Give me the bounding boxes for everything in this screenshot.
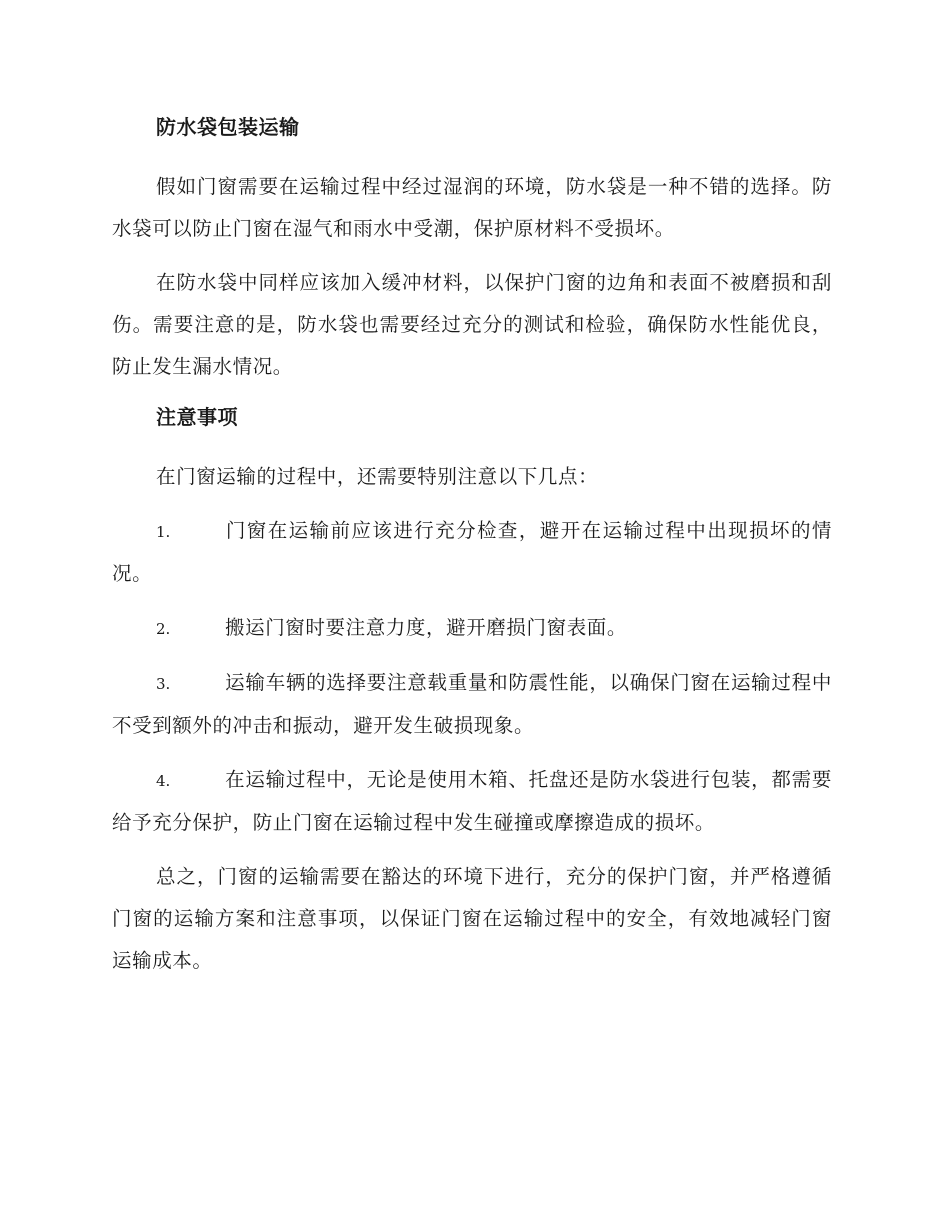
list-item-number: 4. (156, 772, 171, 790)
section-heading-precautions: 注意事项 (156, 405, 238, 429)
section-heading-waterproof-bag: 防水袋包装运输 (156, 115, 300, 139)
list-item-number: 1. (156, 523, 171, 541)
list-item (112, 510, 832, 595)
conclusion-paragraph: 总之，门窗的运输需要在豁达的环境下进行，充分的保护门窗，并严格遵循门窗的运输方案和注意事项，以保证门窗在运输过程中的安全，有效地减轻门窗运输成本。 (112, 865, 832, 972)
list-item-text: 搬运门窗时要注意力度，避开磨损门窗表面。 (225, 616, 628, 639)
list-item-text: 门窗在运输前应该进行充分检查，避开在运输过程中出现损坏的情况。 (112, 519, 832, 585)
list-item-number: 3. (156, 675, 171, 693)
list-item-text: 在运输过程中，无论是使用木箱、托盘还是防水袋进行包装，都需要给予充分保护，防止门窗在运输过程中发生碰撞或摩擦造成的损坏。 (112, 768, 832, 834)
list-item (112, 759, 832, 844)
list-item (112, 662, 832, 747)
list-item-text: 运输车辆的选择要注意载重量和防震性能，以确保门窗在运输过程中不受到额外的冲击和振动，避开发生破损现象。 (112, 671, 832, 737)
paragraph: 在防水袋中同样应该加入缓冲材料，以保护门窗的边角和表面不被磨损和刮伤。需要注意的是，防水袋也需要经过充分的测试和检验，确保防水性能优良，防止发生漏水情况。 (112, 271, 832, 378)
paragraph: 假如门窗需要在运输过程中经过湿润的环境，防水袋是一种不错的选择。防水袋可以防止门窗在湿气和雨水中受潮，保护原材料不受损坏。 (112, 175, 832, 240)
list-item (112, 607, 832, 650)
list-item-number: 2. (156, 620, 171, 638)
intro-paragraph: 在门窗运输的过程中，还需要特别注意以下几点： (156, 465, 599, 488)
document-page (112, 110, 832, 994)
